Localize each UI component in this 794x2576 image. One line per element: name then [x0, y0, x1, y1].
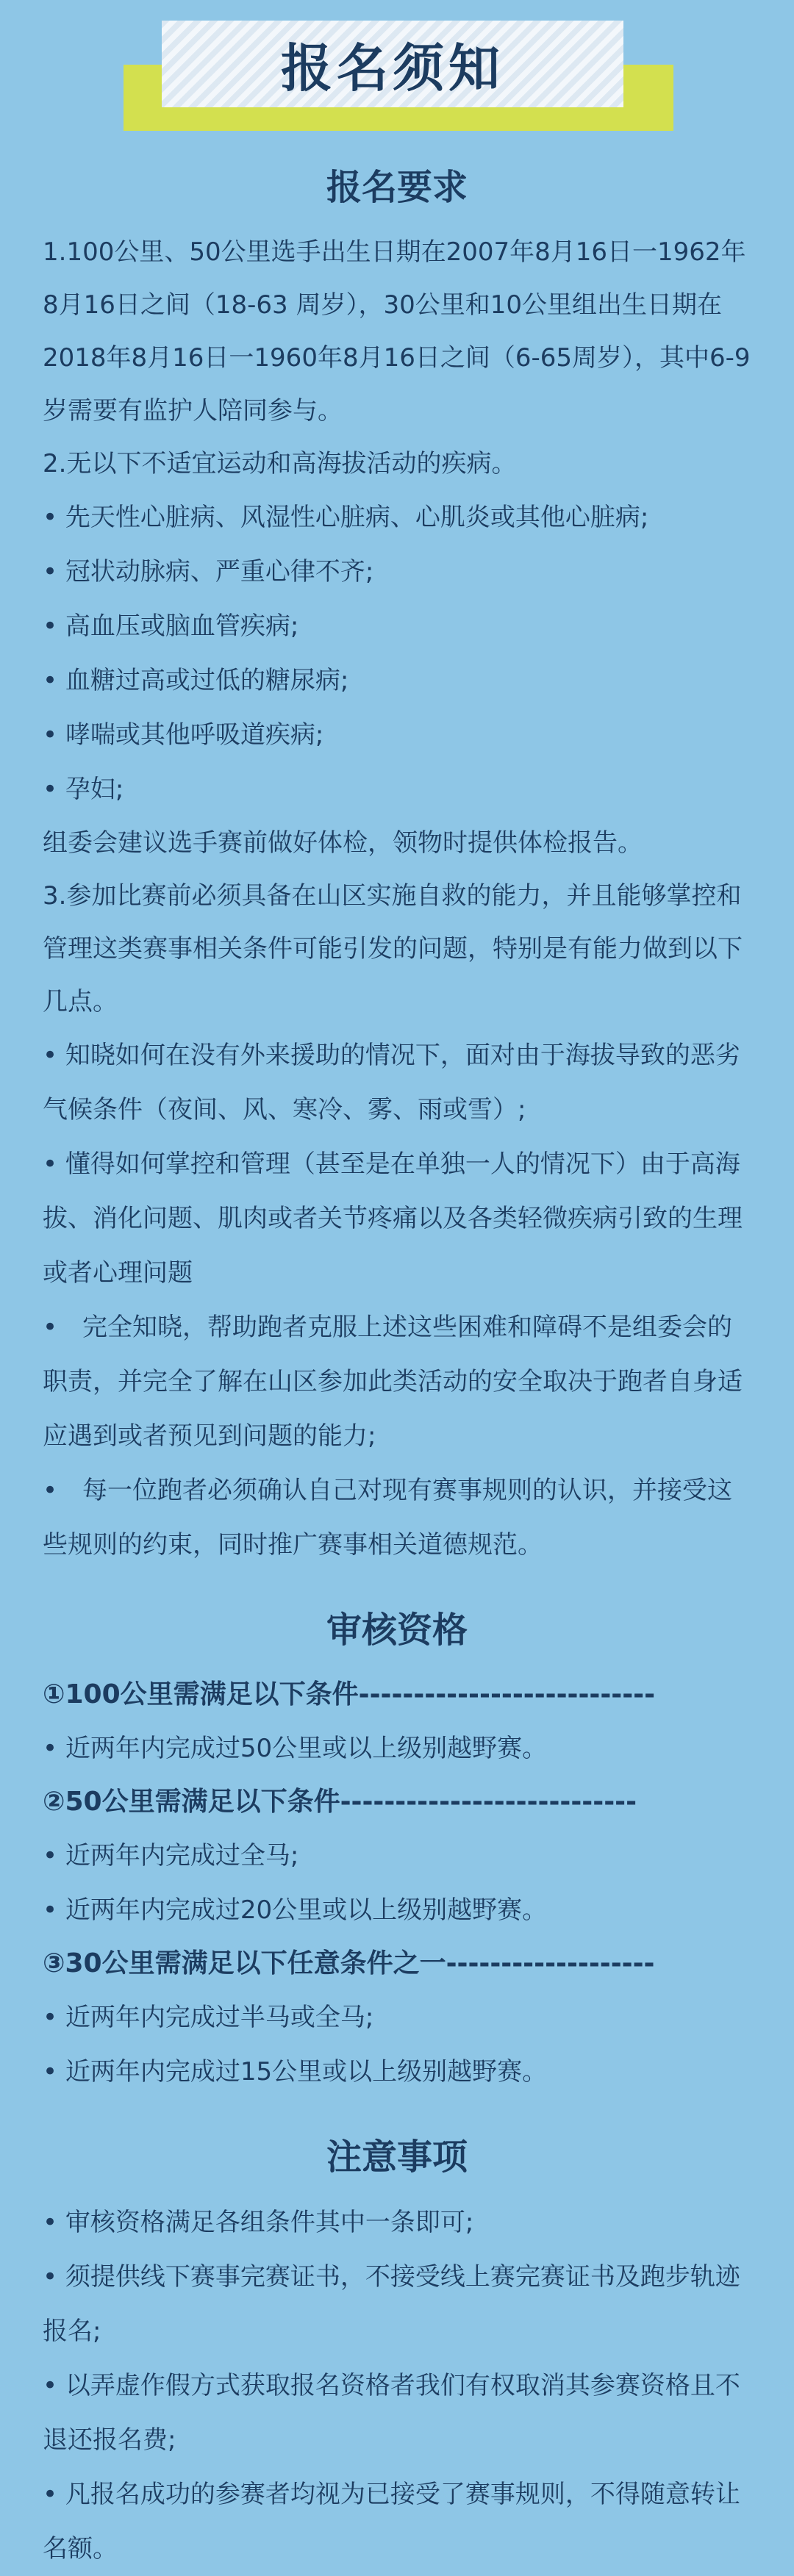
requirement-age: 1.100公里、50公里选手出生日期在2007年8月16日一1962年8月16日之间（18-63 周岁），30公里和10公里组出生日期在2018年8月16日一1960年8月16日之间（6-65周岁），其中6-9岁需要有监护人陪同参与。 — [43, 237, 751, 426]
list-item: • 以弄虚作假方式获取报名资格者我们有权取消其参赛资格且不退还报名费; — [43, 2371, 740, 2455]
list-item: • 审核资格满足各组条件其中一条即可; — [43, 2208, 474, 2237]
section-heading-requirements: 报名要求 — [326, 167, 468, 208]
list-item: • 近两年内完成过全马; — [43, 1841, 299, 1870]
list-item: • 每一位跑者必须确认自己对现有赛事规则的认识，并接受这些规则的约束，同时推广赛事相关道德规范。 — [43, 1476, 733, 1560]
list-item: • 近两年内完成过50公里或以上级别越野赛。 — [43, 1734, 548, 1763]
section-heading-qualification: 审核资格 — [326, 1610, 468, 1651]
divider: --------------------------- — [358, 1679, 656, 1709]
qualification-100km — [43, 1668, 751, 1721]
list-item: • 近两年内完成过20公里或以上级别越野赛。 — [43, 1895, 548, 1925]
qualification-100km-label: ①100公里需满足以下条件 — [43, 1679, 359, 1709]
list-item: • 完全知晓，帮助跑者克服上述这些困难和障碍不是组委会的职责，并完全了解在山区参加此类活动的安全取决于跑者自身适应遇到或者预见到问题的能力; — [43, 1313, 743, 1451]
list-item: • 冠状动脉病、严重心律不齐; — [43, 557, 374, 586]
qualification-50km-label: ②50公里需满足以下条件 — [43, 1787, 340, 1817]
list-item: • 须提供线下赛事完赛证书，不接受线上赛完赛证书及跑步轨迹报名; — [43, 2262, 740, 2346]
list-item: • 懂得如何掌控和管理（甚至是在单独一人的情况下）由于高海拔、消化问题、肌肉或者关节疼痛以及各类轻微疾病引致的生理或者心理问题 — [43, 1149, 743, 1288]
requirement-health: 2.无以下不适宜运动和高海拔活动的疾病。 — [43, 449, 517, 478]
list-item: • 凡报名成功的参赛者均视为已接受了赛事规则，不得随意转让名额。 — [43, 2480, 740, 2564]
section-heading-notes: 注意事项 — [326, 2136, 468, 2178]
title-card — [162, 21, 623, 107]
content — [43, 159, 751, 2576]
list-item: • 血糖过高或过低的糖尿病; — [43, 666, 349, 695]
requirement-self-rescue: 3.参加比赛前必须具备在山区实施自救的能力，并且能够掌控和管理这类赛事相关条件可能引发的问题，特别是有能力做到以下几点。 — [43, 881, 743, 1016]
qualification-30km-label: ③30公里需满足以下任意条件之一 — [43, 1948, 446, 1978]
page-title: 报名须知 — [281, 37, 504, 98]
divider: --------------------------- — [340, 1787, 637, 1817]
list-item: • 知晓如何在没有外来援助的情况下，面对由于海拔导致的恶劣气候条件（夜间、风、寒冷、雾、雨或雪）; — [43, 1041, 740, 1124]
list-item: • 先天性心脏病、风湿性心脏病、心肌炎或其他心脏病; — [43, 503, 649, 532]
divider: ------------------- — [446, 1948, 655, 1978]
list-item: • 高血压或脑血管疾病; — [43, 611, 299, 641]
qualification-30km — [43, 1937, 751, 1990]
requirement-checkup: 组委会建议选手赛前做好体检，领物时提供体检报告。 — [43, 828, 643, 858]
list-item: • 孕妇; — [43, 775, 124, 804]
list-item: • 近两年内完成过15公里或以上级别越野赛。 — [43, 2057, 548, 2087]
title-banner — [124, 21, 673, 131]
list-item: • 哮喘或其他呼吸道疾病; — [43, 720, 324, 750]
qualification-50km — [43, 1776, 751, 1829]
list-item: • 近两年内完成过半马或全马; — [43, 2003, 374, 2032]
